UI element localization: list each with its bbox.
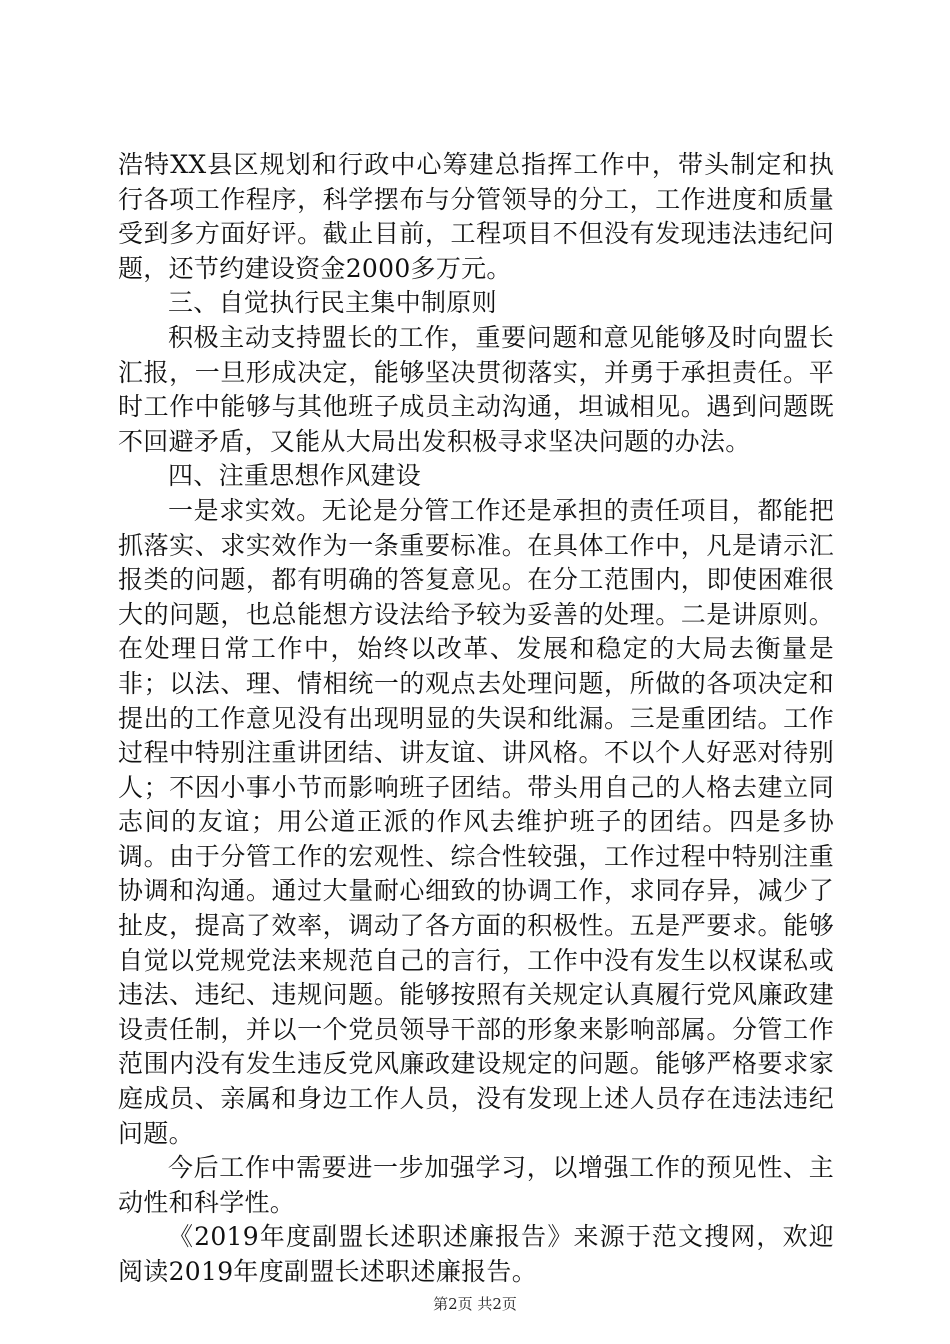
section-heading-3: 三、自觉执行民主集中制原则 <box>168 288 497 318</box>
page-footer: 第2页 共2页 <box>433 1295 517 1313</box>
paragraph-future-work: 今后工作中需要进一步加强学习，以增强工作的预见性、主动性和科学性。 <box>118 1153 834 1217</box>
document-body <box>118 148 834 1290</box>
paragraph-democratic-centralism: 积极主动支持盟长的工作，重要问题和意见能够及时向盟长汇报，一旦形成决定，能够坚决贯彻落实，并勇于承担责任。平时工作中能够与其他班子成员主动沟通，坦诚相见。遇到问题既不回避矛盾，又能从大局出发积极寻求坚决问题的办法。 <box>118 322 834 456</box>
paragraph-source-note: 《2019年度副盟长述职述廉报告》来源于范文搜网，欢迎阅读2019年度副盟长述职述廉报告。 <box>118 1222 834 1286</box>
paragraph-continued: 浩特XX县区规划和行政中心筹建总指挥工作中，带头制定和执行各项工作程序，科学摆布与分管领导的分工，工作进度和质量受到多方面好评。截止目前，工程项目不但没有发现违法违纪问题，还节约建设资金2000多万元。 <box>118 150 834 283</box>
section-heading-4: 四、注重思想作风建设 <box>168 461 422 491</box>
paragraph-work-style: 一是求实效。无论是分管工作还是承担的责任项目，都能把抓落实、求实效作为一条重要标准。在具体工作中，凡是请示汇报类的问题，都有明确的答复意见。在分工范围内，即使困难很大的问题，也总能想方设法给予较为妥善的处理。二是讲原则。在处理日常工作中，始终以改革、发展和稳定的大局去衡量是非；以法、理、情相统一的观点去处理问题，所做的各项决定和提出的工作意见没有出现明显的失误和纰漏。三是重团结。工作过程中特别注重讲团结、讲友谊、讲风格。不以个人好恶对待别人；不因小事小节而影响班子团结。带头用自己的人格去建立同志间的友谊；用公道正派的作风去维护班子的团结。四是多协调。由于分管工作的宏观性、综合性较强，工作过程中特别注重协调和沟通。通过大量耐心细致的协调工作，求同存异，减少了扯皮，提高了效率，调动了各方面的积极性。五是严要求。能够自觉以党规党法来规范自己的言行，工作中没有发生以权谋私或违法、违纪、违规问题。能够按照有关规定认真履行党风廉政建设责任制，并以一个党员领导干部的形象来影响部属。分管工作范围内没有发生违反党风廉政建设规定的问题。能够严格要求家庭成员、亲属和身边工作人员，没有发现上述人员存在违法违纪问题。 <box>118 495 834 1148</box>
